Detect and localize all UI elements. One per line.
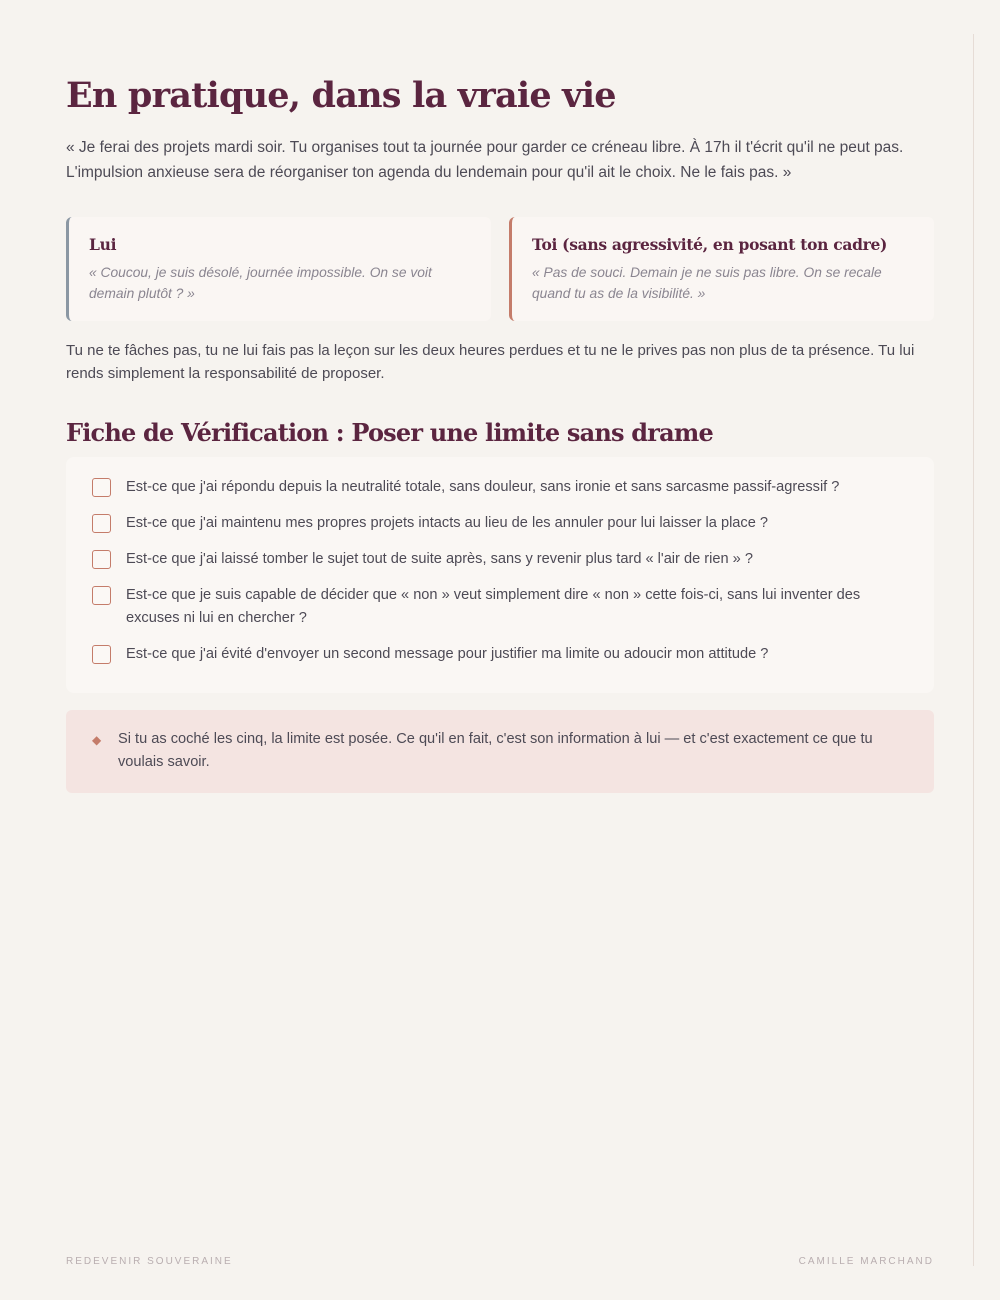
page-title: En pratique, dans la vraie vie — [66, 75, 616, 116]
dialogue-cards — [66, 217, 934, 321]
checklist-item — [92, 584, 910, 630]
conclusion-note-text: Si tu as coché les cinq, la limite est posée. Ce qu'il en fait, c'est son information à lui — et c'est exactement ce que tu voulais savoir. — [118, 731, 873, 770]
card-lui — [66, 217, 491, 321]
footer-author: CAMILLE MARCHAND — [798, 1256, 934, 1267]
checklist-item-text: Est-ce que je suis capable de décider que « non » veut simplement dire « non » cette fois-ci, sans lui inventer des excuses ni lui en chercher ? — [126, 587, 861, 626]
checklist-item — [92, 512, 910, 535]
checklist-item — [92, 643, 910, 666]
checklist-item — [92, 548, 910, 571]
intro-paragraph: « Je ferai des projets mardi soir. Tu organises tout ta journée pour garder ce créneau libre. À 17h il t'écrit qu'il ne peut pas. L'impulsion anxieuse sera de réorganiser ton agenda du lendemain pour qu'il ait le choix. Ne le fais pas. » — [66, 139, 904, 181]
page-content — [66, 72, 934, 793]
checklist-item-text: Est-ce que j'ai maintenu mes propres projets intacts au lieu de les annuler pour lui laisser la place ? — [126, 515, 769, 531]
checklist-item — [92, 476, 910, 499]
checklist-item-text: Est-ce que j'ai laissé tomber le sujet tout de suite après, sans y revenir plus tard « l'air de rien » ? — [126, 551, 753, 567]
checkbox[interactable] — [92, 478, 111, 497]
diamond-icon: ◆ — [92, 733, 102, 747]
conclusion-note — [66, 710, 934, 793]
card-toi — [509, 217, 934, 321]
card-toi-title: Toi (sans agressivité, en posant ton cadre) — [532, 235, 888, 254]
checkbox[interactable] — [92, 586, 111, 605]
checkbox[interactable] — [92, 514, 111, 533]
checkbox[interactable] — [92, 645, 111, 664]
card-toi-quote: « Pas de souci. Demain je ne suis pas libre. On se recale quand tu as de la visibilité. » — [532, 265, 882, 301]
card-lui-title: Lui — [89, 235, 117, 254]
checkbox[interactable] — [92, 550, 111, 569]
checklist-item-text: Est-ce que j'ai évité d'envoyer un second message pour justifier ma limite ou adoucir mon attitude ? — [126, 646, 769, 662]
footer-book-title: REDEVENIR SOUVERAINE — [66, 1256, 233, 1267]
checklist — [66, 457, 934, 693]
checklist-item-text: Est-ce que j'ai répondu depuis la neutralité totale, sans douleur, sans ironie et sans sarcasme passif-agressif ? — [126, 479, 840, 495]
after-paragraph: Tu ne te fâches pas, tu ne lui fais pas la leçon sur les deux heures perdues et tu ne le prives pas non plus de ta présence. Tu lui rends simplement la responsabilité de proposer. — [66, 342, 915, 382]
card-lui-quote: « Coucou, je suis désolé, journée impossible. On se voit demain plutôt ? » — [89, 265, 432, 301]
checklist-title: Fiche de Vérification : Poser une limite sans drame — [66, 418, 713, 447]
page-edge-rule — [973, 34, 974, 1266]
